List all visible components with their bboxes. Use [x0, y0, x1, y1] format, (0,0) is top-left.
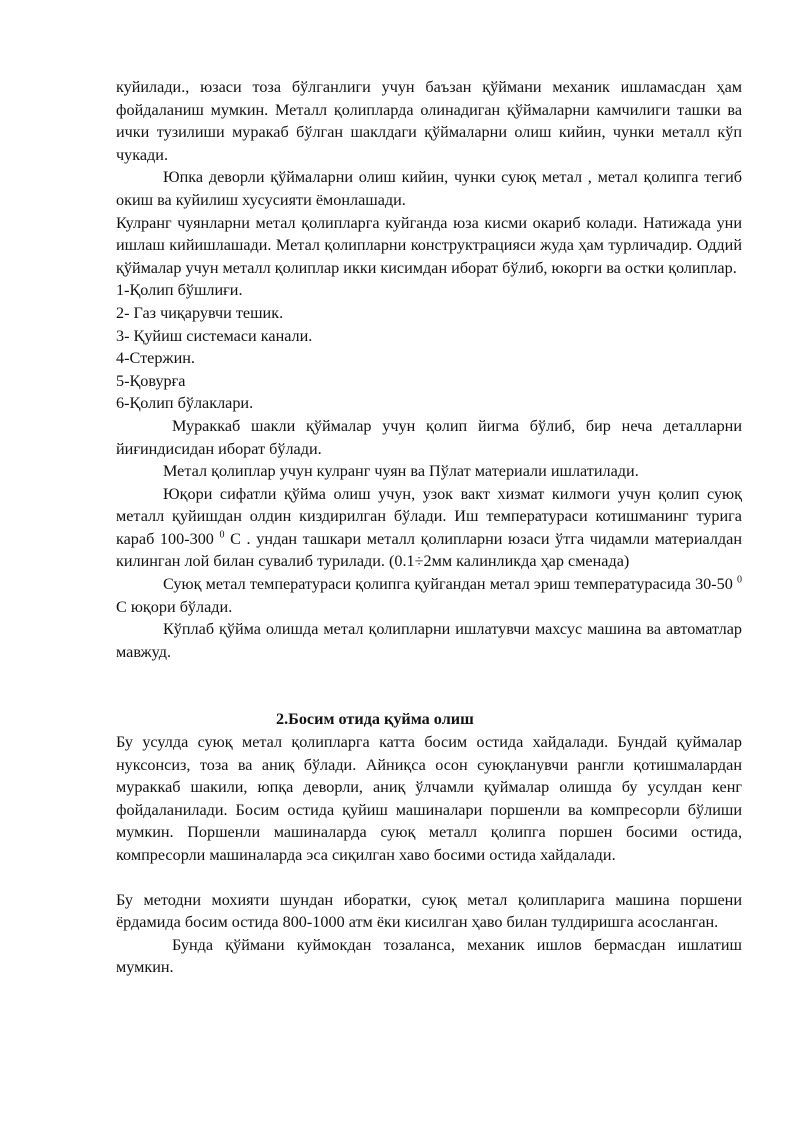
paragraph-2: Юпка деворли қўймаларни олиш кийин, чунки суюқ метал , метал қолипга тегиб окиш ва куйилиш хусусияти ёмонлашади.: [116, 168, 742, 209]
paragraph-3: Кулранг чуянларни метал қолипларга куйганда юза кисми окариб колади. Натижада уни ишлаш кийишлашади. Метал қолипларни конструктрацияси жуда ҳам турличадир. Оддий қўймалар учун металл қолиплар икки кисимдан иборат бўлиб, юкорги ва остки қолиплар.: [116, 213, 742, 277]
spacer: [116, 867, 742, 889]
paragraph-7-text-b: С юқори бўлади.: [116, 597, 233, 616]
paragraph-7-text-a: Суюқ метал температураси қолипга қуйгандан метал эриш температурасида 30-50: [163, 575, 733, 594]
list-item: 3- Қуйиш системаси канали.: [116, 326, 313, 345]
paragraph-8: Кўплаб қўйма олишда метал қолипларни ишлатувчи махсус машина ва автоматлар мавжуд.: [116, 620, 742, 661]
list-item: 5-Қовурға: [116, 371, 186, 390]
paragraph-5: Метал қолиплар учун кулранг чуян ва Пўлат материали ишлатилади.: [163, 462, 639, 481]
parts-list: [116, 279, 742, 415]
section-heading: 2.Босим отида қуйма олиш: [276, 710, 474, 729]
document-page: [116, 76, 742, 979]
paragraph-9: Бу усулда суюқ метал қолипларга катта босим остида хайдалади. Бундай қуймалар нуксонсиз, тоза ва аниқ бўлади. Айниқса осон суюқланувчи рангли қотишмалардан мураккаб шакили, юпқа деворли, аниқ ўлчамли қуймалар олишда бу усулдан кенг фойдаланилади. Босим остида қуйиш машиналари поршенли ва компресорли бўлиши мумкин. Поршенли машиналарда суюқ металл қолипга поршен босими остида, компресорли машиналарда эса сиқилган хаво босими остида хайдалади.: [116, 733, 742, 864]
paragraph-1: куйилади., юзаси тоза бўлганлиги учун баъзан қўймани механик ишламасдан ҳам фойдаланиш мумкин. Металл қолипларда олинадиган қўймаларни камчилиги ташки ва ички тузилиши муракаб бўлган шаклдаги қўймаларни олиш кийин, чунки металл кўп чукади.: [116, 78, 742, 164]
paragraph-7: [116, 573, 742, 618]
list-item: 4-Стержин.: [116, 349, 195, 368]
list-item: 1-Қолип бўшлиғи.: [116, 281, 243, 300]
spacer: [116, 663, 742, 708]
paragraph-11: Бунда қўймани куймокдан тозаланса, механик ишлов бермасдан ишлатиш мумкин.: [116, 935, 742, 977]
list-item: 6-Қолип бўлаклари.: [116, 394, 254, 413]
paragraph-6-text-a: Юқори сифатли қўйма олиш учун, узок вакт хизмат килмоги учун қолип суюқ металл қуйишдан олдин киздирилган бўлади. Иш температураси котишманинг турига караб 100-300: [116, 484, 742, 548]
paragraph-4: Мураккаб шакли қўймалар учун қолип йигма бўлиб, бир неча деталларни йиғиндисидан иборат бўлади.: [116, 416, 742, 458]
degree-superscript: 0: [737, 574, 742, 586]
list-item: 2- Газ чиқарувчи тешик.: [116, 303, 284, 322]
paragraph-10: Бу методни мохияти шундан иборатки, суюқ метал қолипларига машина поршени ёрдамида босим остида 800-1000 атм ёки кисилган ҳаво билан тулдиришга асосланган.: [116, 890, 742, 932]
degree-superscript: 0: [219, 529, 225, 541]
paragraph-6-text-b: С . ундан ташкари металл қолипларни юзаси ўтга чидамли материалдан килинган лой билан сувалиб турилади. (0.1÷2мм калинликда ҳар сменада): [116, 529, 742, 571]
paragraph-6: [116, 483, 742, 573]
